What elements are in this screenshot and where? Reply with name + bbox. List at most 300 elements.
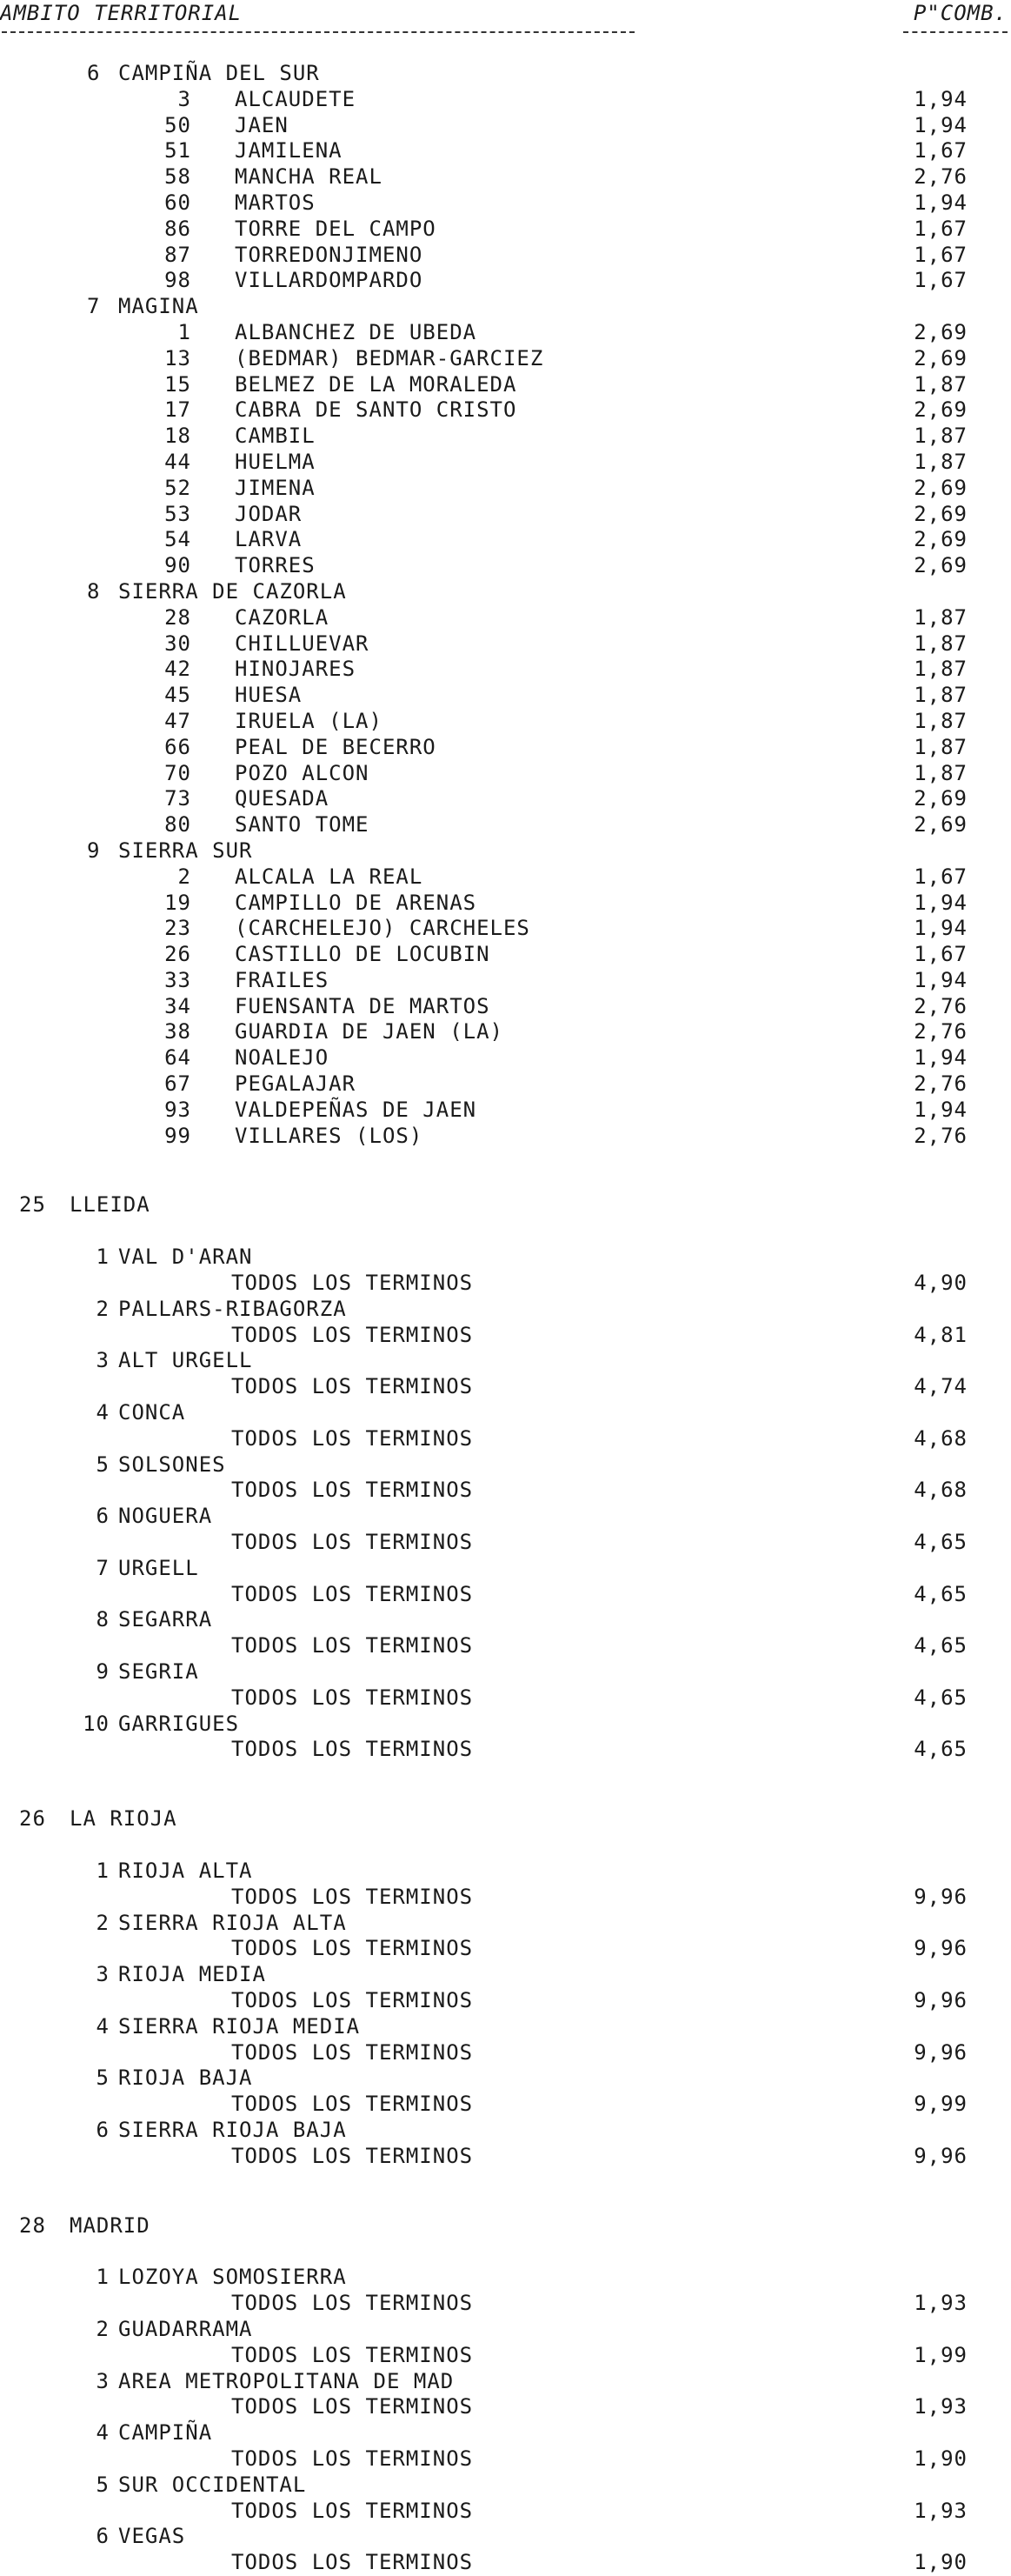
all-terms-label: TODOS LOS TERMINOS [231, 2291, 474, 2316]
all-terms-label: TODOS LOS TERMINOS [231, 1633, 474, 1658]
comarca-value: 9,96 [914, 2039, 968, 2065]
table-row [0, 2343, 1011, 2369]
table-row [0, 1426, 1011, 1452]
table-row [0, 424, 1011, 450]
term-name: VALDEPEÑAS DE JAEN [235, 1097, 477, 1122]
term-value: 1,94 [914, 190, 968, 215]
comarca-value: 4,65 [914, 1737, 968, 1762]
comarca-header [0, 2473, 1011, 2499]
term-value: 1,67 [914, 268, 968, 293]
term-code: 73 [164, 786, 191, 811]
table-row [0, 864, 1011, 891]
table-row [0, 942, 1011, 968]
comarca-value: 9,96 [914, 1936, 968, 1961]
term-name: TORRE DEL CAMPO [235, 216, 436, 241]
table-row [0, 683, 1011, 709]
table-row [0, 2499, 1011, 2525]
term-name: CAMBIL [235, 424, 316, 449]
term-name: MARTOS [235, 190, 316, 215]
term-value: 2,69 [914, 527, 968, 552]
term-name: VILLARDOMPARDO [235, 268, 423, 293]
term-name: ALCAUDETE [235, 86, 356, 111]
comarca-name: CAMPIÑA DEL SUR [118, 61, 320, 85]
term-name: GUARDIA DE JAEN (LA) [235, 1019, 503, 1044]
spacer [0, 1832, 1011, 1859]
comarca-number: 1 [96, 1859, 110, 1883]
term-name: JAEN [235, 112, 289, 137]
table-row [0, 1685, 1011, 1712]
province-name: LLEIDA [70, 1192, 150, 1218]
comarca-name: LOZOYA SOMOSIERRA [118, 2265, 347, 2290]
province-name: MADRID [70, 2212, 150, 2238]
comarca-number: 5 [96, 2065, 110, 2091]
term-value: 1,87 [914, 604, 968, 630]
comarca-value: 4,65 [914, 1633, 968, 1658]
table-row [0, 268, 1011, 294]
term-code: 58 [164, 164, 191, 190]
comarca-header [0, 1245, 1011, 1271]
term-value: 1,67 [914, 242, 968, 267]
term-value: 1,67 [914, 942, 968, 967]
comarca-number: 3 [96, 1348, 110, 1373]
comarca-name: CAMPIÑA [118, 2420, 213, 2446]
comarca-number: 9 [96, 1659, 110, 1685]
term-code: 42 [164, 657, 191, 682]
comarca-name: ALT URGELL [118, 1348, 253, 1373]
term-value: 1,94 [914, 890, 968, 915]
term-name: CAZORLA [235, 604, 329, 630]
term-value: 2,69 [914, 397, 968, 423]
comarca-name: SIERRA RIOJA MEDIA [118, 2013, 361, 2039]
term-code: 53 [164, 501, 191, 526]
table-row [0, 397, 1011, 424]
comarca-value: 1,99 [914, 2342, 968, 2367]
table-row [0, 2446, 1011, 2473]
comarca-name: NOGUERA [118, 1504, 213, 1529]
term-value: 1,94 [914, 112, 968, 137]
comarca-value: 9,96 [914, 1884, 968, 1909]
term-value: 2,69 [914, 812, 968, 838]
term-name: JODAR [235, 501, 303, 526]
term-name: LARVA [235, 527, 303, 552]
comarca-value: 4,65 [914, 1581, 968, 1606]
spacer [0, 2239, 1011, 2265]
term-name: SANTO TOME [235, 812, 369, 838]
province-code: 26 [19, 1806, 46, 1832]
comarca-header [0, 1400, 1011, 1426]
comarca-name: SEGARRA [118, 1607, 213, 1632]
term-name: JAMILENA [235, 138, 343, 164]
comarca-header [0, 1348, 1011, 1374]
comarca-header [0, 2420, 1011, 2446]
province-header [0, 2213, 1011, 2239]
comarca-name: URGELL [118, 1555, 199, 1580]
comarca-number: 4 [96, 1400, 110, 1425]
table-row [0, 1323, 1011, 1349]
all-terms-label: TODOS LOS TERMINOS [231, 2092, 474, 2117]
all-terms-label: TODOS LOS TERMINOS [231, 2446, 474, 2471]
table-row [0, 1045, 1011, 1071]
term-name: BELMEZ DE LA MORALEDA [235, 371, 517, 397]
table-row [0, 786, 1011, 812]
table-row [0, 87, 1011, 113]
comarca-number: 1 [96, 2265, 110, 2290]
term-code: 99 [164, 1123, 191, 1148]
table-row [0, 1737, 1011, 1763]
all-terms-label: TODOS LOS TERMINOS [231, 2342, 474, 2367]
table-row [0, 1633, 1011, 1659]
comarca-number: 9 [87, 838, 101, 863]
table-row [0, 2040, 1011, 2066]
term-value: 1,87 [914, 371, 968, 397]
comarca-name: AREA METROPOLITANA DE MAD [118, 2368, 455, 2393]
comarca-header [0, 2265, 1011, 2291]
term-code: 44 [164, 449, 191, 474]
term-code: 90 [164, 553, 191, 578]
all-terms-label: TODOS LOS TERMINOS [231, 2550, 474, 2575]
comarca-value: 1,90 [914, 2446, 968, 2471]
table-row [0, 1374, 1011, 1400]
spacer [0, 1149, 1011, 1192]
term-name: HINOJARES [235, 657, 356, 682]
term-code: 70 [164, 760, 191, 785]
province-header [0, 1806, 1011, 1832]
comarca-header [0, 1659, 1011, 1685]
all-terms-label: TODOS LOS TERMINOS [231, 2143, 474, 2168]
term-name: (BEDMAR) BEDMAR-GARCIEZ [235, 345, 544, 370]
comarca-number: 4 [96, 2420, 110, 2446]
all-terms-label: TODOS LOS TERMINOS [231, 1987, 474, 2012]
table-row [0, 812, 1011, 838]
term-name: ALCALA LA REAL [235, 864, 423, 889]
term-code: 60 [164, 190, 191, 215]
term-code: 26 [164, 942, 191, 967]
comarca-value: 4,65 [914, 1530, 968, 1555]
comarca-value: 9,96 [914, 1987, 968, 2012]
table-row [0, 1098, 1011, 1124]
comarca-name: MAGINA [118, 294, 199, 319]
table-row [0, 605, 1011, 631]
comarca-name: GARRIGUES [118, 1711, 240, 1736]
comarca-name: SIERRA RIOJA BAJA [118, 2117, 347, 2142]
spacer [0, 1218, 1011, 1245]
table-row [0, 527, 1011, 553]
term-value: 1,87 [914, 424, 968, 449]
comarca-number: 2 [96, 1910, 110, 1935]
comarca-name: GUADARRAMA [118, 2316, 253, 2341]
table-row [0, 450, 1011, 476]
term-code: 87 [164, 242, 191, 267]
comarca-value: 1,93 [914, 2291, 968, 2316]
term-name: FUENSANTA DE MARTOS [235, 993, 490, 1018]
comarca-number: 7 [87, 294, 101, 319]
comarca-header [0, 1962, 1011, 1988]
comarca-header [0, 1504, 1011, 1530]
term-name: QUESADA [235, 786, 329, 811]
term-value: 2,69 [914, 501, 968, 526]
table-row [0, 2144, 1011, 2170]
term-name: HUELMA [235, 449, 316, 474]
comarca-number: 2 [96, 1296, 110, 1321]
term-value: 1,94 [914, 916, 968, 941]
term-code: 45 [164, 683, 191, 708]
term-name: (CARCHELEJO) CARCHELES [235, 916, 530, 941]
term-name: IRUELA (LA) [235, 708, 382, 733]
table-row [0, 1988, 1011, 2014]
term-code: 93 [164, 1097, 191, 1122]
term-code: 86 [164, 216, 191, 241]
comarca-value: 1,93 [914, 2498, 968, 2523]
term-value: 2,76 [914, 993, 968, 1018]
term-name: TORREDONJIMENO [235, 242, 423, 267]
term-value: 1,67 [914, 864, 968, 889]
term-code: 2 [177, 864, 191, 889]
all-terms-label: TODOS LOS TERMINOS [231, 1685, 474, 1710]
term-value: 2,69 [914, 553, 968, 578]
term-value: 2,69 [914, 345, 968, 370]
term-code: 47 [164, 708, 191, 733]
term-value: 1,87 [914, 631, 968, 656]
comarca-header [0, 1911, 1011, 1937]
comarca-value: 1,90 [914, 2550, 968, 2575]
term-code: 80 [164, 812, 191, 838]
term-name: CASTILLO DE LOCUBIN [235, 942, 490, 967]
comarca-value: 4,68 [914, 1478, 968, 1503]
term-code: 1 [177, 319, 191, 344]
comarca-name: RIOJA MEDIA [118, 1962, 266, 1987]
table-row [0, 190, 1011, 217]
term-code: 3 [177, 86, 191, 111]
comarca-value: 9,96 [914, 2143, 968, 2168]
comarca-number: 6 [96, 1504, 110, 1529]
term-value: 1,94 [914, 967, 968, 992]
comarca-header [0, 579, 1011, 605]
comarca-number: 4 [96, 2013, 110, 2039]
comarca-header [0, 2317, 1011, 2343]
table-row [0, 476, 1011, 502]
term-value: 2,69 [914, 475, 968, 500]
term-value: 1,87 [914, 657, 968, 682]
term-code: 17 [164, 397, 191, 423]
term-code: 28 [164, 604, 191, 630]
term-name: CAMPILLO DE ARENAS [235, 890, 477, 915]
term-value: 1,87 [914, 734, 968, 759]
term-value: 1,94 [914, 86, 968, 111]
column-header-territory: AMBITO TERRITORIAL [0, 1, 243, 25]
table-row [0, 320, 1011, 346]
term-code: 51 [164, 138, 191, 164]
comarca-name: SIERRA RIOJA ALTA [118, 1910, 347, 1935]
term-code: 38 [164, 1019, 191, 1044]
table-row [0, 1885, 1011, 1911]
table-row [0, 2394, 1011, 2420]
table-row [0, 891, 1011, 917]
term-name: FRAILES [235, 967, 329, 992]
table-row [0, 631, 1011, 657]
table-row [0, 346, 1011, 372]
header-underline-right [903, 31, 1008, 33]
table-row [0, 761, 1011, 787]
comarca-value: 4,90 [914, 1271, 968, 1296]
term-name: HUESA [235, 683, 303, 708]
province-name: LA RIOJA [70, 1806, 177, 1832]
comarca-number: 1 [96, 1245, 110, 1270]
table-row [0, 709, 1011, 735]
comarca-number: 2 [96, 2316, 110, 2341]
table-row [0, 217, 1011, 243]
all-terms-label: TODOS LOS TERMINOS [231, 1271, 474, 1296]
comarca-header [0, 1859, 1011, 1885]
comarca-value: 4,65 [914, 1685, 968, 1710]
comarca-number: 3 [96, 2368, 110, 2393]
term-value: 2,76 [914, 1071, 968, 1097]
comarca-number: 10 [83, 1711, 110, 1736]
all-terms-label: TODOS LOS TERMINOS [231, 1737, 474, 1762]
term-value: 1,87 [914, 760, 968, 785]
comarca-value: 4,68 [914, 1425, 968, 1451]
table-row [0, 2092, 1011, 2118]
comarca-name: CONCA [118, 1400, 186, 1425]
comarca-name: SEGRIA [118, 1659, 199, 1685]
comarca-number: 6 [96, 2117, 110, 2142]
comarca-header [0, 2524, 1011, 2550]
comarca-header [0, 1297, 1011, 1323]
term-name: VILLARES (LOS) [235, 1123, 423, 1148]
comarca-header [0, 2118, 1011, 2144]
term-value: 2,76 [914, 164, 968, 190]
table-row [0, 502, 1011, 528]
term-code: 13 [164, 345, 191, 370]
comarca-name: VEGAS [118, 2524, 186, 2549]
all-terms-label: TODOS LOS TERMINOS [231, 2394, 474, 2419]
comarca-number: 6 [96, 2524, 110, 2549]
term-value: 1,87 [914, 683, 968, 708]
all-terms-label: TODOS LOS TERMINOS [231, 1936, 474, 1961]
table-row [0, 113, 1011, 139]
table-row [0, 735, 1011, 761]
term-code: 15 [164, 371, 191, 397]
all-terms-label: TODOS LOS TERMINOS [231, 1374, 474, 1399]
term-value: 2,69 [914, 319, 968, 344]
comarca-number: 5 [96, 1452, 110, 1477]
header-underline-left [2, 31, 635, 33]
term-code: 33 [164, 967, 191, 992]
table-row [0, 372, 1011, 398]
all-terms-label: TODOS LOS TERMINOS [231, 2039, 474, 2065]
term-value: 1,87 [914, 708, 968, 733]
term-value: 2,76 [914, 1019, 968, 1044]
spacer [0, 1763, 1011, 1806]
comarca-number: 5 [96, 2472, 110, 2497]
term-name: POZO ALCON [235, 760, 369, 785]
term-name: JIMENA [235, 475, 316, 500]
all-terms-label: TODOS LOS TERMINOS [231, 1530, 474, 1555]
term-value: 1,67 [914, 138, 968, 164]
comarca-name: VAL D'ARAN [118, 1245, 253, 1270]
comarca-header [0, 1452, 1011, 1478]
comarca-number: 8 [96, 1607, 110, 1632]
province-header [0, 1192, 1011, 1218]
comarca-header [0, 1607, 1011, 1633]
term-value: 1,67 [914, 216, 968, 241]
table-row [0, 1530, 1011, 1556]
comarca-value: 4,74 [914, 1374, 968, 1399]
table-row [0, 1019, 1011, 1045]
table-row [0, 243, 1011, 269]
term-code: 54 [164, 527, 191, 552]
province-code: 25 [19, 1192, 46, 1218]
all-terms-label: TODOS LOS TERMINOS [231, 1581, 474, 1606]
term-code: 30 [164, 631, 191, 656]
comarca-value: 9,99 [914, 2092, 968, 2117]
table-row [0, 2291, 1011, 2317]
term-code: 64 [164, 1045, 191, 1071]
comarca-header [0, 61, 1011, 87]
comarca-name: RIOJA BAJA [118, 2065, 253, 2091]
term-name: CABRA DE SANTO CRISTO [235, 397, 517, 423]
term-code: 98 [164, 268, 191, 293]
comarca-name: SUR OCCIDENTAL [118, 2472, 307, 2497]
comarca-header [0, 294, 1011, 320]
table-row [0, 1478, 1011, 1504]
term-name: ALBANCHEZ DE UBEDA [235, 319, 477, 344]
term-code: 23 [164, 916, 191, 941]
comarca-header [0, 2369, 1011, 2395]
term-code: 50 [164, 112, 191, 137]
comarca-name: SOLSONES [118, 1452, 226, 1477]
term-name: CHILLUEVAR [235, 631, 369, 656]
all-terms-label: TODOS LOS TERMINOS [231, 1884, 474, 1909]
table-row [0, 164, 1011, 190]
spacer [0, 2170, 1011, 2213]
comarca-name: RIOJA ALTA [118, 1859, 253, 1883]
table-row [0, 994, 1011, 1020]
comarca-header [0, 2014, 1011, 2040]
term-value: 2,69 [914, 786, 968, 811]
comarca-number: 6 [87, 61, 101, 85]
term-value: 2,76 [914, 1123, 968, 1148]
table-row [0, 138, 1011, 164]
term-code: 67 [164, 1071, 191, 1097]
term-code: 18 [164, 424, 191, 449]
column-header-premium: P"COMB. [913, 1, 1008, 25]
table-row [0, 1582, 1011, 1608]
comarca-number: 3 [96, 1962, 110, 1987]
term-code: 52 [164, 475, 191, 500]
term-value: 1,87 [914, 449, 968, 474]
table-row [0, 553, 1011, 579]
term-name: PEGALAJAR [235, 1071, 356, 1097]
all-terms-label: TODOS LOS TERMINOS [231, 1425, 474, 1451]
term-name: PEAL DE BECERRO [235, 734, 436, 759]
all-terms-label: TODOS LOS TERMINOS [231, 1478, 474, 1503]
comarca-header [0, 838, 1011, 864]
term-name: MANCHA REAL [235, 164, 382, 190]
all-terms-label: TODOS LOS TERMINOS [231, 2498, 474, 2523]
comarca-header [0, 2065, 1011, 2092]
table-row [0, 968, 1011, 994]
comarca-name: SIERRA SUR [118, 838, 253, 863]
term-code: 34 [164, 993, 191, 1018]
table-row [0, 916, 1011, 942]
term-name: TORRES [235, 553, 316, 578]
table-row [0, 1271, 1011, 1297]
term-name: NOALEJO [235, 1045, 329, 1071]
table-row [0, 1936, 1011, 1962]
all-terms-label: TODOS LOS TERMINOS [231, 1322, 474, 1347]
comarca-value: 4,81 [914, 1322, 968, 1347]
table-row [0, 1124, 1011, 1150]
